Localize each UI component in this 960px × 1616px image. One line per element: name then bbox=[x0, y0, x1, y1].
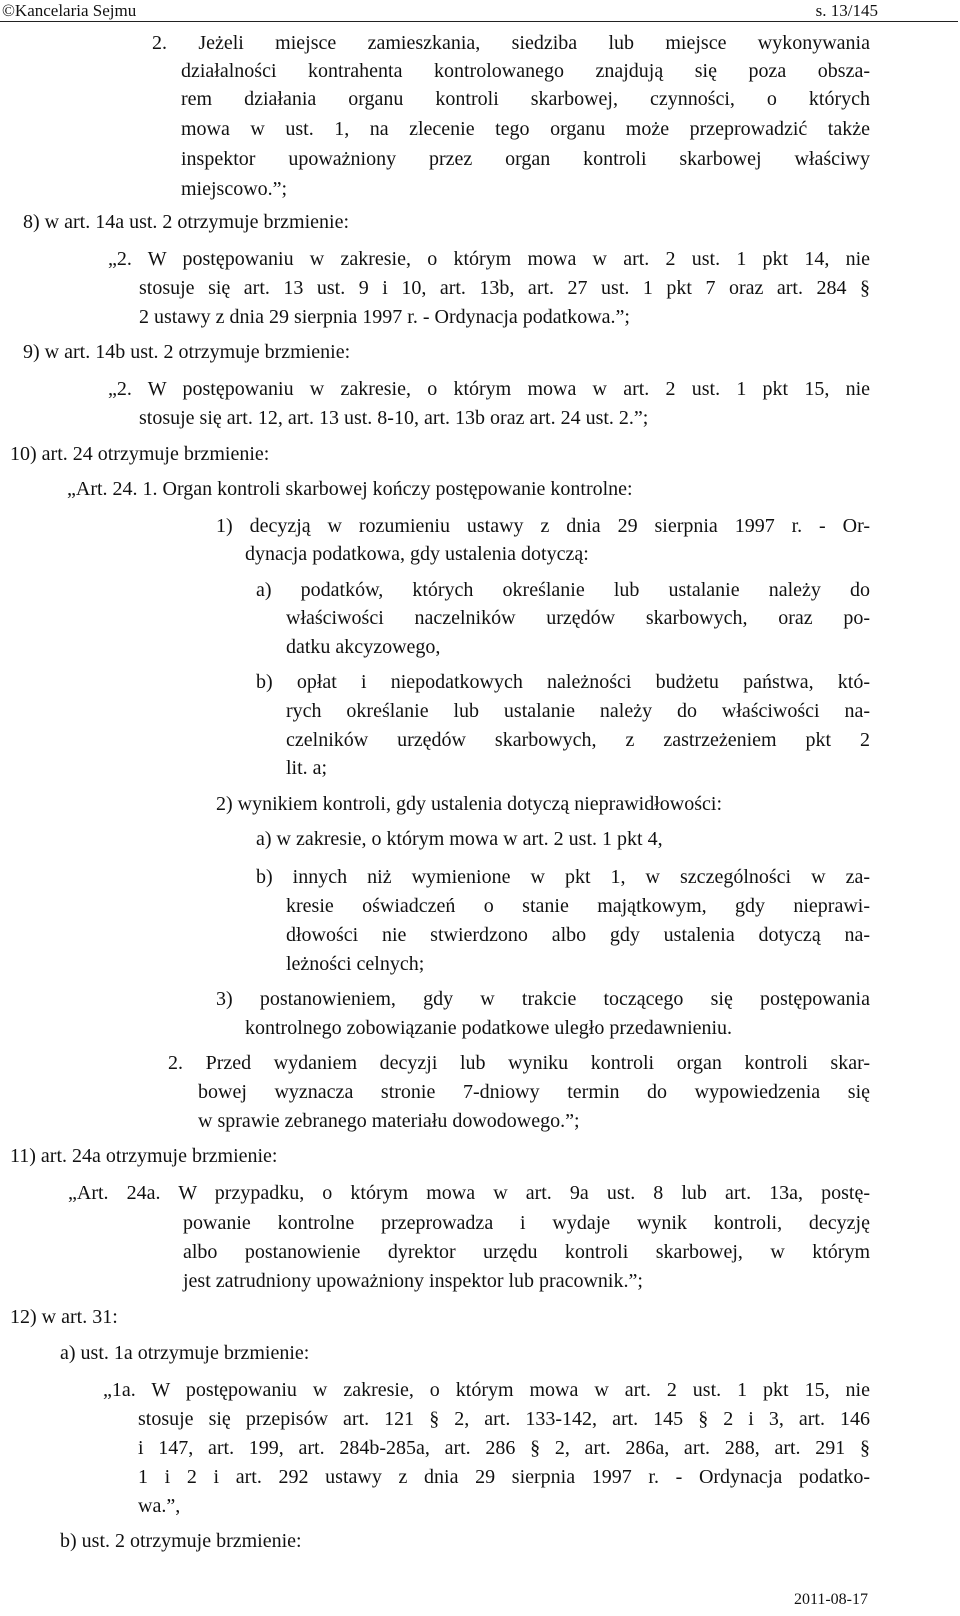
text-line: leżności celnych; bbox=[286, 953, 425, 975]
text-line: b) opłat i niepodatkowych należności budżetu państwa, któ- bbox=[256, 671, 870, 693]
text-line: właściwości naczelników urzędów skarbowych, oraz po- bbox=[286, 607, 870, 629]
text-line: 3) postanowieniem, gdy w trakcie toczącego się postępowania bbox=[216, 988, 870, 1010]
text-line: b) innych niż wymienione w pkt 1, w szczególności w za- bbox=[256, 866, 870, 888]
text-line: a) ust. 1a otrzymuje brzmienie: bbox=[60, 1342, 310, 1364]
text-line: stosuje się art. 13 ust. 9 i 10, art. 13b, art. 27 ust. 1 pkt 7 oraz art. 284 § bbox=[139, 277, 870, 299]
text-line: „1a. W postępowaniu w zakresie, o którym mowa w art. 2 ust. 1 pkt 15, nie bbox=[103, 1379, 870, 1401]
text-line: 8) w art. 14a ust. 2 otrzymuje brzmienie: bbox=[23, 211, 350, 233]
text-line: i 147, art. 199, art. 284b-285a, art. 286 § 2, art. 286a, art. 288, art. 291 § bbox=[138, 1437, 870, 1459]
text-line: a) podatków, których określanie lub ustalanie należy do bbox=[256, 579, 870, 601]
text-line: kresie oświadczeń o stanie majątkowym, gdy nieprawi- bbox=[286, 895, 870, 917]
text-line: czelników urzędów skarbowych, z zastrzeżeniem pkt 2 bbox=[286, 729, 870, 751]
text-line: inspektor upoważniony przez organ kontroli skarbowej właściwy bbox=[181, 148, 870, 170]
text-line: rych określanie lub ustalanie należy do właściwości na- bbox=[286, 700, 870, 722]
text-line: 2 ustawy z dnia 29 sierpnia 1997 r. - Ordynacja podatkowa.”; bbox=[139, 306, 630, 328]
text-line: 1) decyzją w rozumieniu ustawy z dnia 29 sierpnia 1997 r. - Or- bbox=[216, 515, 870, 537]
text-line: albo postanowienie dyrektor urzędu kontroli skarbowej, w którym bbox=[183, 1241, 870, 1263]
header-page-number: s. 13/145 bbox=[815, 1, 878, 20]
text-line: 10) art. 24 otrzymuje brzmienie: bbox=[10, 443, 270, 465]
text-line: wa.”, bbox=[138, 1495, 181, 1517]
text-line: 11) art. 24a otrzymuje brzmienie: bbox=[10, 1145, 278, 1167]
text-line: stosuje się przepisów art. 121 § 2, art. 133-142, art. 145 § 2 i 3, art. 146 bbox=[138, 1408, 870, 1430]
text-line: w sprawie zebranego materiału dowodowego.”; bbox=[198, 1110, 580, 1132]
text-line: mowa w ust. 1, na zlecenie tego organu może przeprowadzić także bbox=[181, 118, 870, 140]
header-publisher: ©Kancelaria Sejmu bbox=[2, 1, 137, 20]
footer-date: 2011-08-17 bbox=[793, 1591, 868, 1608]
text-line: rem działania organu kontroli skarbowej, czynności, o których bbox=[181, 88, 870, 110]
text-line: „2. W postępowaniu w zakresie, o którym mowa w art. 2 ust. 1 pkt 15, nie bbox=[108, 378, 870, 400]
text-line: jest zatrudniony upoważniony inspektor lub pracownik.”; bbox=[183, 1270, 643, 1292]
text-line: powanie kontrolne przeprowadza i wydaje wynik kontroli, decyzję bbox=[183, 1212, 870, 1234]
header-divider bbox=[0, 21, 958, 22]
text-line: b) ust. 2 otrzymuje brzmienie: bbox=[60, 1530, 302, 1552]
text-line: 9) w art. 14b ust. 2 otrzymuje brzmienie: bbox=[23, 341, 351, 363]
text-line: 2. Przed wydaniem decyzji lub wyniku kontroli organ kontroli skar- bbox=[168, 1052, 870, 1074]
text-line: działalności kontrahenta kontrolowanego znajdują się poza obsza- bbox=[181, 60, 870, 82]
text-line: a) w zakresie, o którym mowa w art. 2 ust. 1 pkt 4, bbox=[256, 828, 663, 850]
text-line: 2) wynikiem kontroli, gdy ustalenia dotyczą nieprawidłowości: bbox=[216, 793, 722, 815]
text-line: miejscowo.”; bbox=[181, 178, 288, 200]
text-line: „Art. 24a. W przypadku, o którym mowa w art. 9a ust. 8 lub art. 13a, postę- bbox=[68, 1182, 870, 1204]
text-line: 2. Jeżeli miejsce zamieszkania, siedziba lub miejsce wykonywania bbox=[152, 32, 870, 54]
text-line: datku akcyzowego, bbox=[286, 636, 441, 658]
text-line: 12) w art. 31: bbox=[10, 1306, 118, 1328]
text-line: dynacja podatkowa, gdy ustalenia dotyczą: bbox=[245, 543, 589, 565]
text-line: „2. W postępowaniu w zakresie, o którym mowa w art. 2 ust. 1 pkt 14, nie bbox=[108, 248, 870, 270]
text-line: „Art. 24. 1. Organ kontroli skarbowej kończy postępowanie kontrolne: bbox=[67, 478, 633, 500]
text-line: kontrolnego zobowiązanie podatkowe uległo przedawnieniu. bbox=[245, 1017, 733, 1039]
text-line: 1 i 2 i art. 292 ustawy z dnia 29 sierpnia 1997 r. - Ordynacja podatko- bbox=[138, 1466, 870, 1488]
text-line: stosuje się art. 12, art. 13 ust. 8-10, art. 13b oraz art. 24 ust. 2.”; bbox=[139, 407, 649, 429]
page-header bbox=[0, 0, 960, 22]
text-line: lit. a; bbox=[286, 757, 328, 779]
text-line: dłowości nie stwierdzono albo gdy ustalenia dotyczą na- bbox=[286, 924, 870, 946]
text-line: bowej wyznacza stronie 7-dniowy termin do wypowiedzenia się bbox=[198, 1081, 870, 1103]
